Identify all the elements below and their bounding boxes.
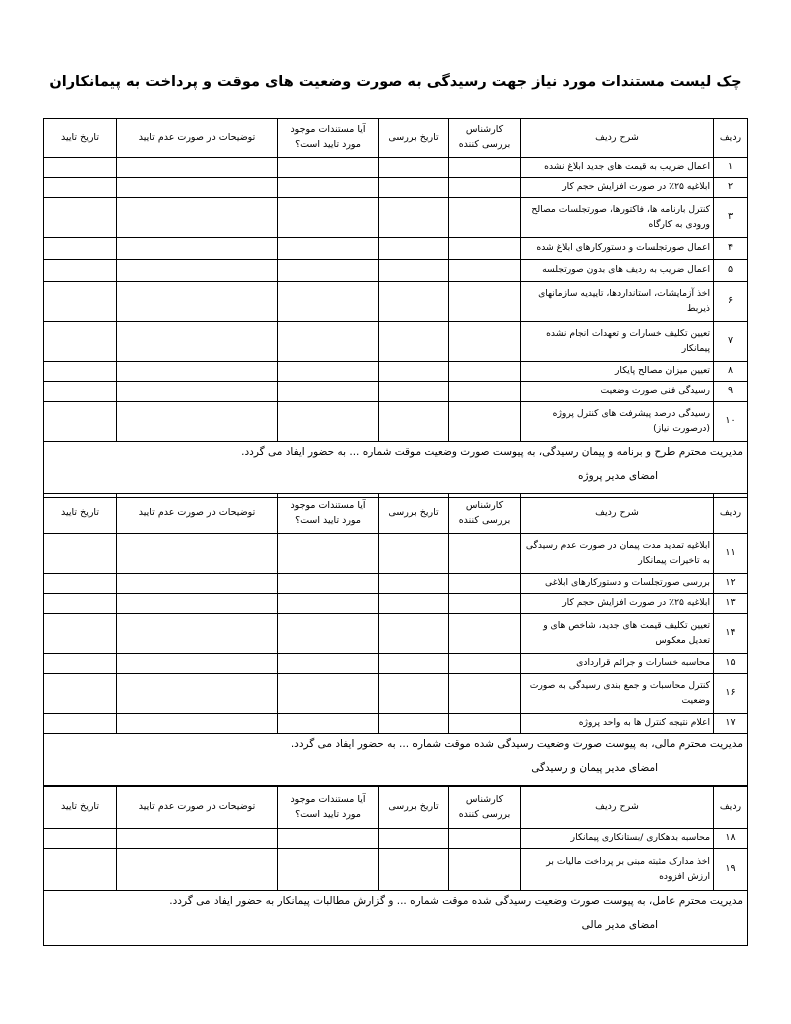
review-date-cell[interactable]: [379, 282, 449, 322]
row-description: کنترل محاسبات و جمع بندی رسیدگی به صورت وضعیت: [521, 674, 714, 714]
docs-approved-cell[interactable]: [278, 849, 379, 891]
reviewer-cell[interactable]: [449, 158, 521, 178]
signature-label: امضای مدیر پروژه: [578, 469, 658, 482]
header-description: شرح ردیف: [521, 119, 714, 158]
header-notes-if-rejected: توضیحات در صورت عدم تایید: [117, 787, 278, 829]
notes-cell[interactable]: [117, 674, 278, 714]
row-number: ۹: [714, 382, 748, 402]
approval-date-cell[interactable]: [44, 714, 117, 734]
notes-cell[interactable]: [117, 178, 278, 198]
row-number: ۷: [714, 322, 748, 362]
docs-approved-cell[interactable]: [278, 322, 379, 362]
table-row: [44, 322, 748, 362]
docs-approved-cell[interactable]: [278, 382, 379, 402]
review-date-cell[interactable]: [379, 829, 449, 849]
row-description: اخذ مدارک مثبته مبنی بر پرداخت مالیات بر ارزش افزوده: [521, 849, 714, 891]
review-date-cell[interactable]: [379, 674, 449, 714]
notes-cell[interactable]: [117, 614, 278, 654]
table-header-row: [44, 494, 748, 534]
header-review-date: تاریخ بررسی: [379, 119, 449, 158]
review-date-cell[interactable]: [379, 178, 449, 198]
reviewer-cell[interactable]: [449, 594, 521, 614]
approval-date-cell[interactable]: [44, 829, 117, 849]
review-date-cell[interactable]: [379, 322, 449, 362]
docs-approved-cell[interactable]: [278, 178, 379, 198]
docs-approved-cell[interactable]: [278, 198, 379, 238]
review-date-cell[interactable]: [379, 594, 449, 614]
row-description: اعلام نتیجه کنترل ها به واحد پروژه: [521, 714, 714, 734]
row-description: ابلاغیه ۲۵٪ در صورت افزایش حجم کار: [521, 178, 714, 198]
table-row: [44, 849, 748, 891]
docs-approved-cell[interactable]: [278, 829, 379, 849]
checklist-table-3: [43, 786, 748, 946]
reviewer-cell[interactable]: [449, 238, 521, 260]
note-row: [44, 891, 748, 946]
table-row: [44, 614, 748, 654]
header-docs-approved: آیا مستندات موجود مورد تایید است؟: [278, 119, 379, 158]
reviewer-cell[interactable]: [449, 714, 521, 734]
header-review-date: تاریخ بررسی: [379, 787, 449, 829]
approval-date-cell[interactable]: [44, 534, 117, 574]
review-date-cell[interactable]: [379, 158, 449, 178]
row-number: ۲: [714, 178, 748, 198]
header-approval-date: تاریخ تایید: [44, 494, 117, 534]
header-row-no: ردیف: [714, 119, 748, 158]
table-row: [44, 714, 748, 734]
table-row: [44, 178, 748, 198]
table-row: [44, 674, 748, 714]
approval-date-cell[interactable]: [44, 574, 117, 594]
row-description: تعیین تکلیف خسارات و تعهدات انجام نشده پیمانکار: [521, 322, 714, 362]
reviewer-cell[interactable]: [449, 382, 521, 402]
reviewer-cell[interactable]: [449, 362, 521, 382]
notes-cell[interactable]: [117, 382, 278, 402]
reviewer-cell[interactable]: [449, 282, 521, 322]
row-description: اعمال ضریب به ردیف های بدون صورتجلسه: [521, 260, 714, 282]
header-row-no: ردیف: [714, 787, 748, 829]
row-number: ۱۸: [714, 829, 748, 849]
reviewer-cell[interactable]: [449, 260, 521, 282]
row-description: بررسی صورتجلسات و دستورکارهای ابلاغی: [521, 574, 714, 594]
table-row: [44, 654, 748, 674]
row-description: تعیین میزان مصالح پایکار: [521, 362, 714, 382]
docs-approved-cell[interactable]: [278, 402, 379, 442]
referral-note: [44, 891, 748, 946]
docs-approved-cell[interactable]: [278, 574, 379, 594]
row-number: ۱۶: [714, 674, 748, 714]
header-approval-date: تاریخ تایید: [44, 119, 117, 158]
notes-cell[interactable]: [117, 654, 278, 674]
row-number: ۱۵: [714, 654, 748, 674]
table-row: [44, 402, 748, 442]
notes-cell[interactable]: [117, 238, 278, 260]
row-number: ۱۳: [714, 594, 748, 614]
approval-date-cell[interactable]: [44, 198, 117, 238]
note-row: [44, 734, 748, 786]
header-row-no: ردیف: [714, 494, 748, 534]
header-reviewer: کارشناس بررسی کننده: [449, 787, 521, 829]
notes-cell[interactable]: [117, 829, 278, 849]
review-date-cell[interactable]: [379, 614, 449, 654]
approval-date-cell[interactable]: [44, 402, 117, 442]
row-number: ۸: [714, 362, 748, 382]
row-number: ۱۲: [714, 574, 748, 594]
row-number: ۱۷: [714, 714, 748, 734]
row-number: ۱: [714, 158, 748, 178]
docs-approved-cell[interactable]: [278, 282, 379, 322]
row-number: ۴: [714, 238, 748, 260]
review-date-cell[interactable]: [379, 714, 449, 734]
docs-approved-cell[interactable]: [278, 362, 379, 382]
row-number: ۱۴: [714, 614, 748, 654]
notes-cell[interactable]: [117, 574, 278, 594]
reviewer-cell[interactable]: [449, 849, 521, 891]
referral-message: مدیریت محترم عامل، به پیوست صورت وضعیت رسیدگی شده موقت شماره ... و گزارش مطالبات پیمانکار به حضور ایفاد می گردد.: [169, 895, 743, 907]
referral-message: مدیریت محترم مالی، به پیوست صورت وضعیت رسیدگی شده موقت شماره ... به حضور ایفاد می گردد.: [290, 738, 743, 750]
table-row: [44, 382, 748, 402]
note-row: [44, 442, 748, 498]
table-header-row: [44, 119, 748, 158]
row-description: اخذ آزمایشات، استانداردها، تاییدیه سازمانهای ذیربط: [521, 282, 714, 322]
review-date-cell[interactable]: [379, 238, 449, 260]
approval-date-cell[interactable]: [44, 158, 117, 178]
reviewer-cell[interactable]: [449, 322, 521, 362]
table-row: [44, 282, 748, 322]
reviewer-cell[interactable]: [449, 198, 521, 238]
header-notes-if-rejected: توضیحات در صورت عدم تایید: [117, 119, 278, 158]
table-row: [44, 158, 748, 178]
checklist-table-2: [43, 493, 748, 786]
header-reviewer: کارشناس بررسی کننده: [449, 494, 521, 534]
table-row: [44, 362, 748, 382]
review-date-cell[interactable]: [379, 574, 449, 594]
reviewer-cell[interactable]: [449, 402, 521, 442]
notes-cell[interactable]: [117, 158, 278, 178]
review-date-cell[interactable]: [379, 849, 449, 891]
notes-cell[interactable]: [117, 260, 278, 282]
row-description: اعمال صورتجلسات و دستورکارهای ابلاغ شده: [521, 238, 714, 260]
row-description: رسیدگی فنی صورت وضعیت: [521, 382, 714, 402]
table-header-row: [44, 787, 748, 829]
row-description: رسیدگی درصد پیشرفت های کنترل پروژه (درصورت نیاز): [521, 402, 714, 442]
reviewer-cell[interactable]: [449, 534, 521, 574]
notes-cell[interactable]: [117, 714, 278, 734]
approval-date-cell[interactable]: [44, 594, 117, 614]
row-number: ۵: [714, 260, 748, 282]
docs-approved-cell[interactable]: [278, 594, 379, 614]
review-date-cell[interactable]: [379, 382, 449, 402]
header-description: شرح ردیف: [521, 787, 714, 829]
reviewer-cell[interactable]: [449, 614, 521, 654]
row-number: ۱۱: [714, 534, 748, 574]
table-row: [44, 594, 748, 614]
notes-cell[interactable]: [117, 849, 278, 891]
row-description: کنترل بارنامه ها، فاکتورها، صورتجلسات مصالح ورودی به کارگاه: [521, 198, 714, 238]
row-description: ابلاغیه ۲۵٪ در صورت افزایش حجم کار: [521, 594, 714, 614]
table-row: [44, 574, 748, 594]
approval-date-cell[interactable]: [44, 260, 117, 282]
row-number: ۱۹: [714, 849, 748, 891]
reviewer-cell[interactable]: [449, 674, 521, 714]
header-review-date: تاریخ بررسی: [379, 494, 449, 534]
checklist-table-1: [43, 118, 748, 498]
signature-label: امضای مدیر پیمان و رسیدگی: [531, 761, 658, 774]
review-date-cell[interactable]: [379, 198, 449, 238]
docs-approved-cell[interactable]: [278, 260, 379, 282]
approval-date-cell[interactable]: [44, 362, 117, 382]
docs-approved-cell[interactable]: [278, 614, 379, 654]
referral-note: [44, 734, 748, 786]
referral-message: مدیریت محترم طرح و برنامه و پیمان رسیدگی، به پیوست صورت وضعیت موقت شماره ... به حضور ایفاد می گردد.: [241, 446, 743, 458]
docs-approved-cell[interactable]: [278, 238, 379, 260]
approval-date-cell[interactable]: [44, 178, 117, 198]
docs-approved-cell[interactable]: [278, 158, 379, 178]
approval-date-cell[interactable]: [44, 654, 117, 674]
table-row: [44, 260, 748, 282]
docs-approved-cell[interactable]: [278, 674, 379, 714]
review-date-cell[interactable]: [379, 402, 449, 442]
notes-cell[interactable]: [117, 402, 278, 442]
notes-cell[interactable]: [117, 534, 278, 574]
table-row: [44, 534, 748, 574]
header-approval-date: تاریخ تایید: [44, 787, 117, 829]
table-row: [44, 238, 748, 260]
signature-label: امضای مدیر مالی: [581, 918, 658, 931]
notes-cell[interactable]: [117, 594, 278, 614]
reviewer-cell[interactable]: [449, 574, 521, 594]
row-description: ابلاغیه تمدید مدت پیمان در صورت عدم رسیدگی به تاخیرات پیمانکار: [521, 534, 714, 574]
docs-approved-cell[interactable]: [278, 534, 379, 574]
referral-note: [44, 442, 748, 498]
approval-date-cell[interactable]: [44, 282, 117, 322]
notes-cell[interactable]: [117, 198, 278, 238]
docs-approved-cell[interactable]: [278, 654, 379, 674]
row-description: اعمال ضریب به قیمت های جدید ابلاغ نشده: [521, 158, 714, 178]
approval-date-cell[interactable]: [44, 322, 117, 362]
notes-cell[interactable]: [117, 282, 278, 322]
review-date-cell[interactable]: [379, 362, 449, 382]
table-row: [44, 829, 748, 849]
row-number: ۶: [714, 282, 748, 322]
review-date-cell[interactable]: [379, 260, 449, 282]
table-row: [44, 198, 748, 238]
header-docs-approved: آیا مستندات موجود مورد تایید است؟: [278, 787, 379, 829]
review-date-cell[interactable]: [379, 654, 449, 674]
header-reviewer: کارشناس بررسی کننده: [449, 119, 521, 158]
approval-date-cell[interactable]: [44, 614, 117, 654]
page-title: چک لیست مستندات مورد نیاز جهت رسیدگی به صورت وضعیت های موقت و پرداخت به پیمانکاران: [49, 74, 742, 90]
approval-date-cell[interactable]: [44, 382, 117, 402]
row-description: محاسبه خسارات و جرائم قراردادی: [521, 654, 714, 674]
approval-date-cell[interactable]: [44, 849, 117, 891]
reviewer-cell[interactable]: [449, 654, 521, 674]
reviewer-cell[interactable]: [449, 829, 521, 849]
approval-date-cell[interactable]: [44, 674, 117, 714]
approval-date-cell[interactable]: [44, 238, 117, 260]
row-description: محاسبه بدهکاری /بستانکاری پیمانکار: [521, 829, 714, 849]
notes-cell[interactable]: [117, 362, 278, 382]
header-notes-if-rejected: توضیحات در صورت عدم تایید: [117, 494, 278, 534]
docs-approved-cell[interactable]: [278, 714, 379, 734]
review-date-cell[interactable]: [379, 534, 449, 574]
header-description: شرح ردیف: [521, 494, 714, 534]
row-number: ۱۰: [714, 402, 748, 442]
header-docs-approved: آیا مستندات موجود مورد تایید است؟: [278, 494, 379, 534]
reviewer-cell[interactable]: [449, 178, 521, 198]
row-description: تعیین تکلیف قیمت های جدید، شاخص های و تعدیل معکوس: [521, 614, 714, 654]
row-number: ۳: [714, 198, 748, 238]
notes-cell[interactable]: [117, 322, 278, 362]
